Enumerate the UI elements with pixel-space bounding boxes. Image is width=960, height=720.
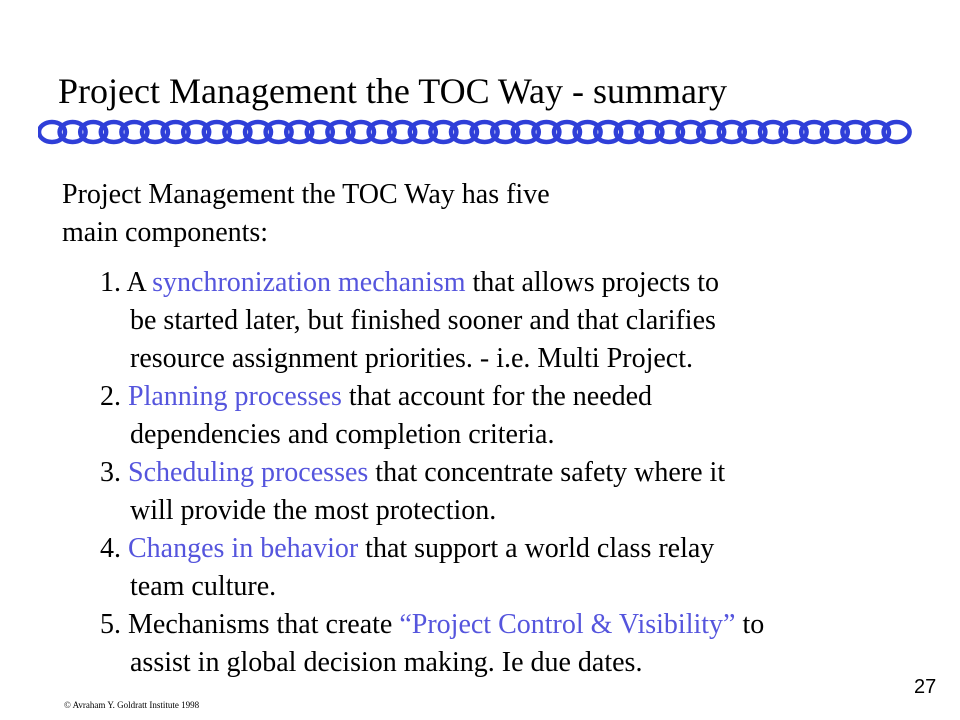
list-item (100, 378, 764, 454)
item-highlight: “Project Control & Visibility” (399, 609, 736, 640)
item-text: that allows projects to (465, 267, 720, 298)
item-continuation: dependencies and completion criteria. (130, 419, 555, 450)
item-text: that concentrate safety where it (368, 457, 726, 488)
chain-divider (38, 117, 930, 147)
item-prefix: 5. Mechanisms that create (100, 609, 400, 640)
item-text: to (735, 609, 765, 640)
item-text: that account for the needed (341, 381, 653, 412)
item-highlight: Changes in behavior (128, 533, 359, 564)
item-continuation: be started later, but finished sooner and that clarifies (130, 305, 716, 336)
item-continuation: will provide the most protection. (130, 495, 497, 526)
copyright-notice: © Avraham Y. Goldratt Institute 1998 (64, 700, 200, 710)
page-number: 27 (914, 676, 937, 698)
intro-line-2: main components: (62, 217, 269, 248)
item-highlight: Scheduling processes (128, 457, 369, 488)
list-item (100, 454, 764, 530)
item-highlight: synchronization mechanism (152, 267, 466, 298)
intro-text (62, 176, 662, 252)
item-text: that support a world class relay (358, 533, 715, 564)
list-item (100, 264, 764, 378)
item-continuation: resource assignment priorities. - i.e. Multi Project. (130, 343, 693, 374)
item-highlight: Planning processes (128, 381, 342, 412)
item-prefix: 4. (100, 533, 128, 564)
item-prefix: 2. (100, 381, 128, 412)
item-continuation: team culture. (130, 571, 277, 602)
component-list (100, 264, 764, 682)
list-item (100, 606, 764, 682)
item-continuation: assist in global decision making. Ie due dates. (130, 647, 643, 678)
slide-title: Project Management the TOC Way - summary (58, 71, 727, 111)
intro-line-1: Project Management the TOC Way has five (62, 179, 550, 210)
item-prefix: 3. (100, 457, 128, 488)
list-item (100, 530, 764, 606)
item-prefix: 1. A (100, 267, 153, 298)
